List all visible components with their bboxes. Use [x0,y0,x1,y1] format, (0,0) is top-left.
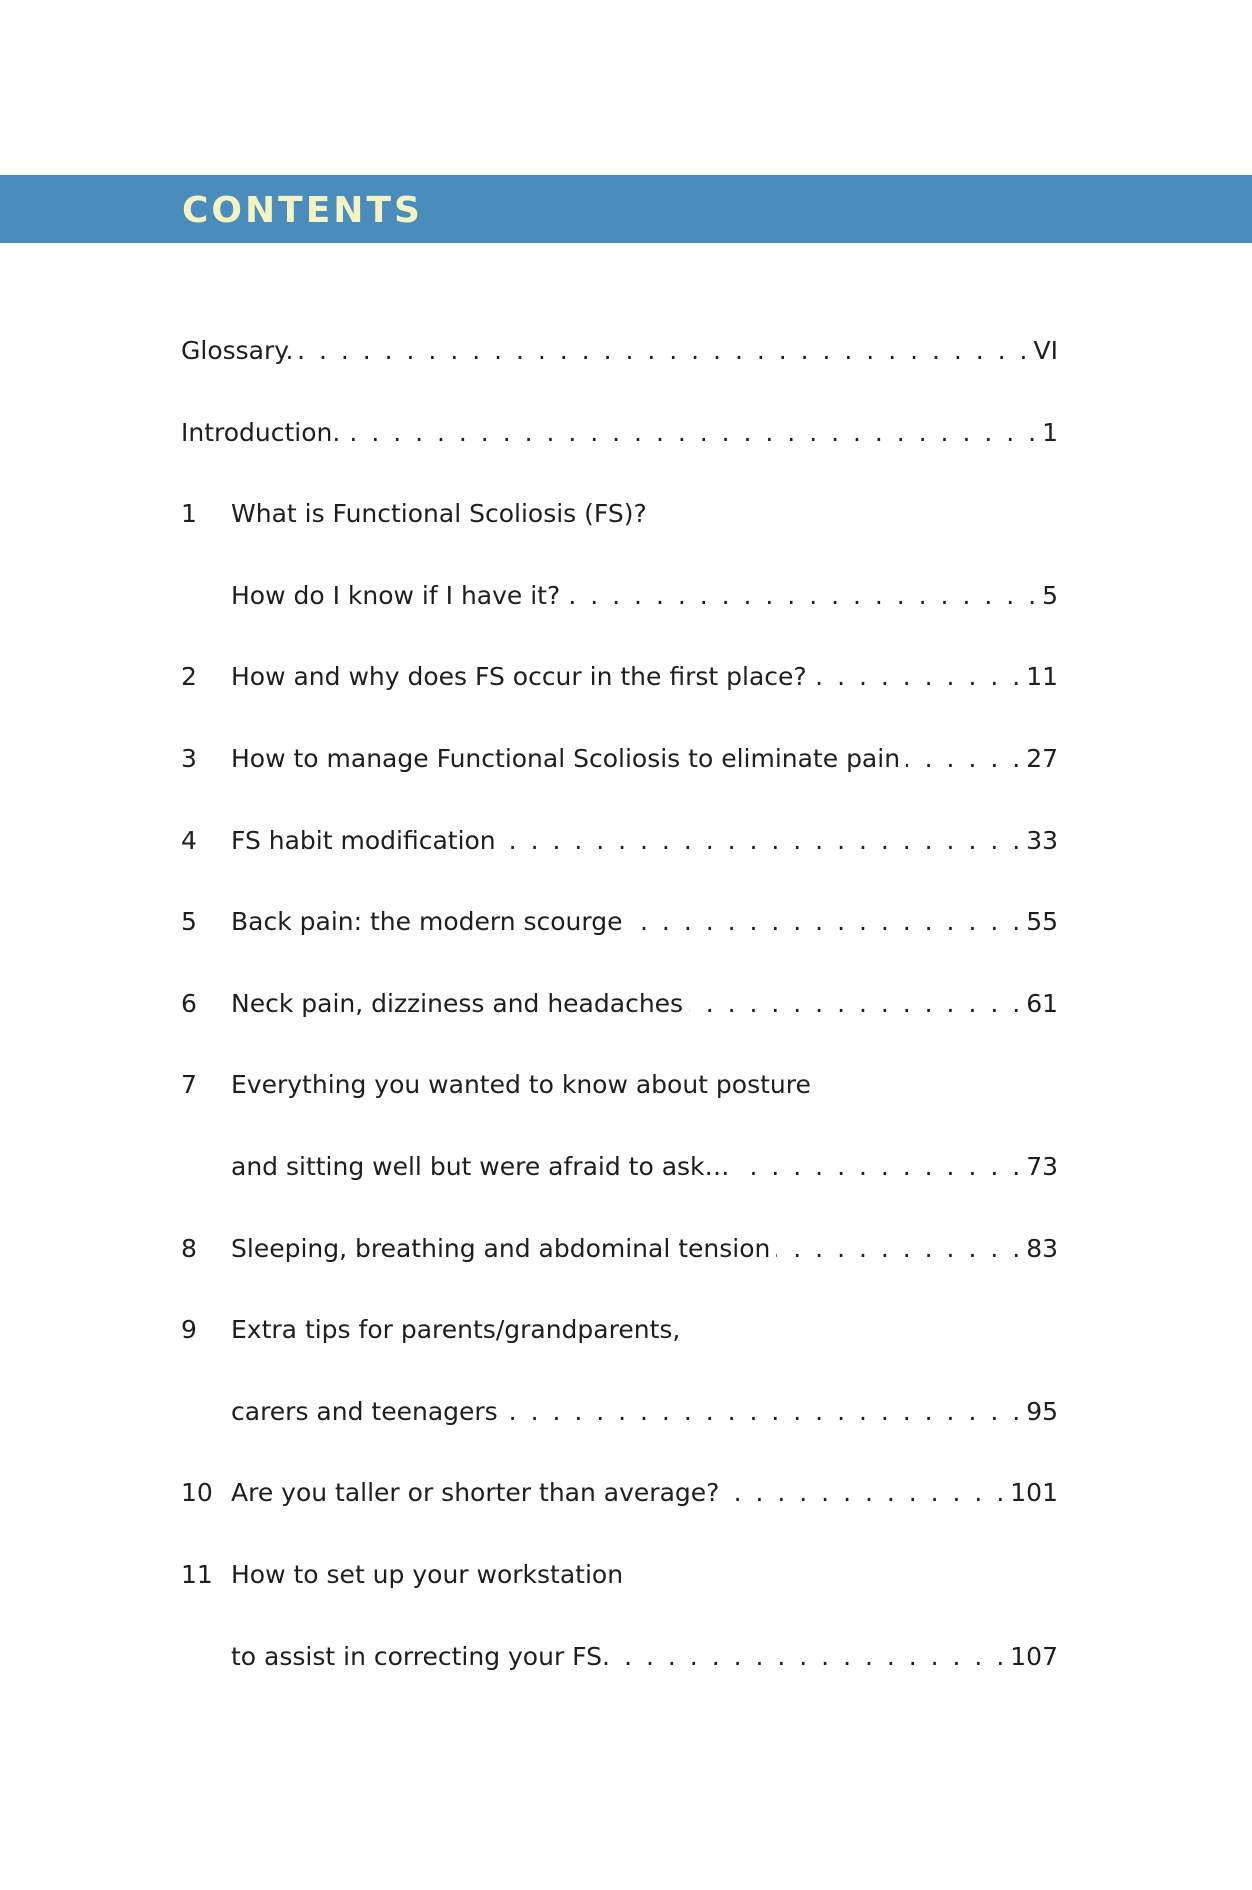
toc-entry[interactable] [181,1234,1058,1268]
dot-leader [629,907,1021,936]
toc-entry[interactable] [181,1152,1058,1186]
toc-entry[interactable] [181,1397,1058,1431]
entry-title: Are you taller or shorter than average? [231,1478,720,1508]
contents-header-band [0,175,1252,243]
dot-leader [736,1152,1021,1181]
toc-entry[interactable] [181,744,1058,778]
entry-title: Extra tips for parents/grandparents, [231,1315,681,1345]
entry-title: Everything you wanted to know about posture [231,1070,811,1100]
chapter-number: 6 [181,988,197,1018]
entry-title: to assist in correcting your FS. [231,1641,610,1671]
page-number: 1 [1042,417,1058,447]
entry-title: and sitting well but were afraid to ask… [231,1152,730,1181]
toc-entry[interactable] [181,826,1058,860]
toc-entry[interactable] [181,989,1058,1023]
page-number: 83 [1026,1233,1058,1263]
chapter-number: 4 [181,825,197,855]
entry-title: Glossary. [181,336,294,365]
dot-leader [689,989,1020,1018]
toc-entry[interactable] [181,336,1058,370]
chapter-number: 5 [181,907,197,937]
chapter-number: 2 [181,662,197,692]
entry-title: What is Functional Scoliosis (FS)? [231,499,647,529]
dot-leader [906,744,1020,773]
page-number: 33 [1026,825,1058,855]
entry-title: FS habit modification [231,825,496,855]
dot-leader [299,336,1027,365]
chapter-number: 3 [181,744,197,773]
dot-leader [616,1642,1004,1671]
page-number: 61 [1026,988,1058,1018]
dot-leader [776,1234,1020,1263]
page-number: VI [1033,336,1058,365]
page-number: 95 [1026,1396,1058,1426]
toc-entry[interactable] [181,662,1058,696]
chapter-number: 8 [181,1233,197,1263]
entry-title: How do I know if I have it? [231,580,561,610]
page-number: 11 [1026,662,1058,692]
dot-leader [725,1478,1004,1507]
entry-title: How to set up your workstation [231,1560,624,1589]
entry-title: How and why does FS occur in the first place? [231,662,807,692]
dot-leader [566,581,1036,610]
toc-entry[interactable] [181,581,1058,615]
page-number: 73 [1026,1152,1058,1181]
chapter-number: 11 [181,1560,213,1589]
entry-title: How to manage Functional Scoliosis to eliminate pain [231,744,901,773]
dot-leader [502,826,1021,855]
dot-leader [813,662,1021,691]
toc-entry[interactable] [181,1315,1058,1349]
page-number: 27 [1026,744,1058,773]
entry-title: carers and teenagers [231,1396,498,1426]
entry-title: Back pain: the modern scourge [231,907,623,937]
page-title: CONTENTS [182,190,423,231]
chapter-number: 1 [181,499,197,529]
toc-entry[interactable] [181,1478,1058,1512]
toc-entry[interactable] [181,1642,1058,1676]
dot-leader [504,1397,1021,1426]
page-number: 55 [1026,907,1058,937]
entry-title: Sleeping, breathing and abdominal tension [231,1233,771,1263]
chapter-number: 9 [181,1315,197,1345]
page-number: 107 [1010,1641,1058,1671]
toc-entry[interactable] [181,1560,1058,1594]
page-number: 101 [1010,1478,1058,1508]
toc-entry[interactable] [181,499,1058,533]
chapter-number: 10 [181,1478,213,1508]
toc-entry[interactable] [181,1070,1058,1104]
toc-entry[interactable] [181,907,1058,941]
dot-leader [346,418,1036,447]
chapter-number: 7 [181,1070,197,1100]
toc-entry[interactable] [181,418,1058,452]
entry-title: Neck pain, dizziness and headaches [231,988,684,1018]
page-number: 5 [1042,580,1058,610]
entry-title: Introduction. [181,417,341,447]
